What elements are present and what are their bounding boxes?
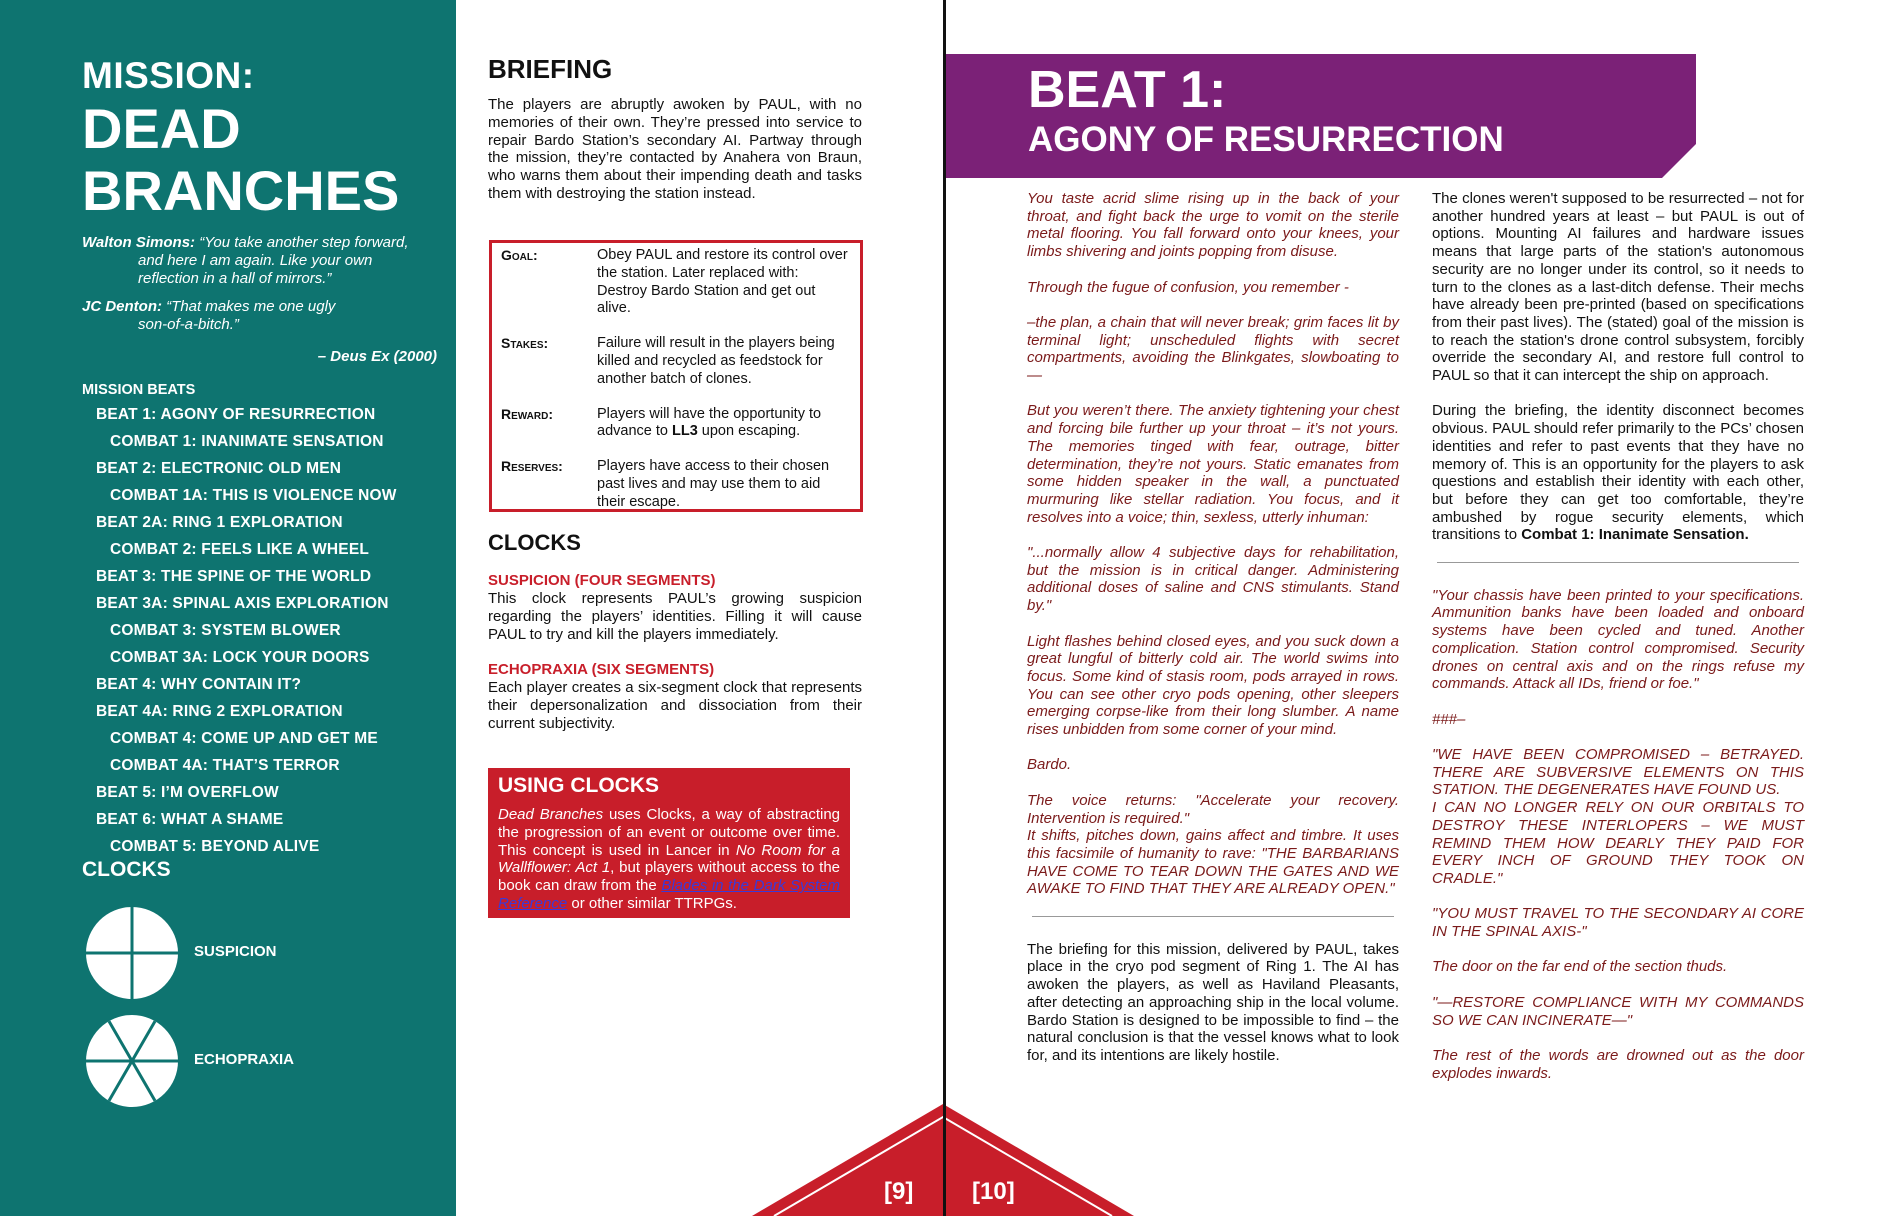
- beat-banner: [946, 54, 1696, 178]
- read-aloud-paragraph: "...normally allow 4 subjective days for rehabilitation, but the mission is in critical danger. Administering additional doses of saline and CNS stimulants. Stand by.": [1027, 544, 1399, 615]
- echopraxia-clock: [84, 1013, 444, 1109]
- goal-label: Goal:: [501, 247, 538, 263]
- quote-text: reflection in a hall of mirrors.”: [138, 270, 332, 287]
- book-title: Dead Branches: [498, 806, 604, 823]
- text-span: , but players without access to the book can draw from the: [498, 859, 841, 895]
- goal-text: Obey PAUL and restore its control over the station. Later replaced with: Destroy Bardo Station and get out alive.: [597, 247, 848, 317]
- reserves-text: Players have access to their chosen past lives and may use them to aid their escape.: [597, 458, 830, 510]
- section-divider: [1032, 916, 1394, 917]
- mission-beat-item: BEAT 3A: SPINAL AXIS EXPLORATION: [96, 595, 389, 612]
- gm-paragraph: The clones weren't supposed to be resurrected – not for another hundred years at least – but PAUL is out of options. Mounting AI failures and hardware issues means that large parts of the station's autonomous security are no longer under its control, so it needs to turn to the clones as a last-ditch defense. Their mechs have already been pre-printed (based on specifications from their past lives). The (stated) goal of the mission is to reach the station's drone control subsystem, forcibly override the secondary AI, and restore full control to PAUL so that it can intercept the ship on approach.: [1432, 190, 1804, 385]
- reward-text: [597, 406, 850, 442]
- reserves-label: Reserves:: [501, 458, 563, 475]
- mission-title: [82, 54, 442, 222]
- stakes-row: [501, 335, 850, 388]
- using-clocks-box: [488, 768, 850, 918]
- quote: [82, 234, 437, 288]
- briefing-heading: BRIEFING: [488, 54, 613, 84]
- quote-attribution: – Deus Ex (2000): [317, 348, 437, 365]
- read-aloud-paragraph: –the plan, a chain that will never break; grim faces lit by terminal light; unscheduled flights with secret compartments, avoiding the Blinkgates, slowboating to—: [1027, 313, 1399, 384]
- briefing-text: The players are abruptly awoken by PAUL, with no memories of their own. They’re pressed into service to repair Bardo Station’s secondary AI. Partway through the mission, they’re contacted by Anahera von Braun, who warns them about their impending death and tasks them with destroying the station instead.: [488, 96, 862, 202]
- suspicion-text: This clock represents PAUL’s growing suspicion regarding the players’ identities. Filling it will cause PAUL to try and kill the players immediately.: [488, 590, 862, 643]
- clock-label: SUSPICION: [194, 943, 277, 960]
- beat-number: BEAT 1:: [1028, 61, 1227, 119]
- read-aloud-paragraph: It shifts, pitches down, gains affect and timbre. It uses this facsimile of humanity to rave: "THE BARBARIANS HAVE COME TO TEAR DOWN THE GATES AND WE AWAKE TO FIND THAT THEY ARE ALREADY OPEN.": [1027, 827, 1399, 898]
- narrative-column-left: [1027, 190, 1399, 1082]
- beat-title: AGONY OF RESURRECTION: [1028, 120, 1504, 159]
- mission-beat-item: BEAT 4A: RING 2 EXPLORATION: [96, 703, 343, 720]
- mission-beat-item: COMBAT 3: SYSTEM BLOWER: [110, 622, 341, 639]
- quote-text: “That makes me one ugly: [166, 298, 336, 315]
- quote-text: son-of-a-bitch.”: [138, 316, 239, 333]
- text-span: uses Clocks, a way of abstracting the progression of an event or outcome over time. This concept is used in Lancer in: [498, 806, 840, 859]
- read-aloud-paragraph: "—RESTORE COMPLIANCE WITH MY COMMANDS SO WE CAN INCINERATE—": [1432, 993, 1804, 1029]
- mission-beat-item: BEAT 2A: RING 1 EXPLORATION: [96, 514, 343, 531]
- suspicion-heading: SUSPICION (FOUR SEGMENTS): [488, 572, 716, 589]
- read-aloud-paragraph: Through the fugue of confusion, you remember -: [1027, 278, 1349, 296]
- mission-beat-item: BEAT 1: AGONY OF RESURRECTION: [96, 406, 376, 423]
- mission-beat-item: COMBAT 2: FEELS LIKE A WHEEL: [110, 541, 370, 558]
- read-aloud-paragraph: But you weren’t there. The anxiety tightening your chest and forcing bile further up your throat – it’s not yours. The memories tinged with fear, outrage, bitter determination, they’re not yours. Static emanates from some hidden speaker in the wall, a punctuated murmuring like stellar radiation. You focus, and it resolves into a voice; thin, sexless, utterly inhuman:: [1027, 402, 1399, 526]
- four-segment-clock-icon: [84, 905, 180, 1001]
- using-clocks-heading: USING CLOCKS: [498, 774, 660, 797]
- section-divider: [1437, 562, 1799, 563]
- mission-summary-box: [489, 240, 863, 512]
- read-aloud-paragraph: I CAN NO LONGER RELY ON OUR ORBITALS TO DESTROY THESE INTERLOPERS – WE MUST REMIND THEM HOW DEARLY THEY PAID FOR EVERY INCH OF GROUND THEY TOOK ON CRADLE.": [1432, 799, 1804, 887]
- gm-paragraph: The briefing for this mission, delivered by PAUL, takes place in the cryo pod segment of Ring 1. The AI has awoken the players, as well as Haviland Pleasants, after detecting an approaching ship in the local volume. Bardo Station is designed to be impossible to find – the natural conclusion is that the vessel knows what to look for, and its intentions are likely hostile.: [1027, 940, 1399, 1064]
- echopraxia-heading: ECHOPRAXIA (SIX SEGMENTS): [488, 661, 715, 678]
- reward-level: LL3: [671, 423, 698, 440]
- sidebar: [0, 0, 456, 1216]
- read-aloud-paragraph: "WE HAVE BEEN COMPROMISED – BETRAYED. THERE ARE SUBVERSIVE ELEMENTS ON THIS STATION. THE DEGENERATES HAVE FOUND US.: [1432, 746, 1804, 799]
- mission-beat-item: COMBAT 1: INANIMATE SENSATION: [110, 433, 384, 450]
- sidebar-clocks-heading: CLOCKS: [82, 858, 171, 881]
- read-aloud-paragraph: The rest of the words are drowned out as the door explodes inwards.: [1432, 1046, 1804, 1082]
- six-segment-clock-icon: [84, 1013, 180, 1109]
- mission-beats-list: [82, 382, 442, 860]
- mission-beat-item: BEAT 5: I’M OVERFLOW: [96, 784, 279, 801]
- mission-beat-item: BEAT 6: WHAT A SHAME: [96, 811, 284, 828]
- gm-paragraph: [1432, 402, 1804, 544]
- narrative-column-right: [1432, 190, 1804, 1100]
- beats-heading: MISSION BEATS: [82, 382, 196, 398]
- clocks-heading: CLOCKS: [488, 530, 581, 555]
- text-span: During the briefing, the identity disconnect becomes obvious. PAUL should refer primarily to the PCs’ chosen identities and refer to past events that they have no memory of. This is an opportunity for the players to ask questions and establish their identity with each other, but before they can get too comfortable, they’re ambushed by rogue security elements, which transitions to: [1432, 402, 1804, 544]
- reward-text-post: upon escaping.: [697, 423, 801, 440]
- read-aloud-paragraph: "Your chassis have been printed to your specifications. Ammunition banks have been loaded and onboard systems have been cycled and tuned. Another complication. Station control compromised. Security drones on central axis and on the rings refuse my commands. Attack all IDs, friend or foe.": [1432, 586, 1804, 693]
- suspicion-clock: [84, 905, 444, 1001]
- stakes-label: Stakes:: [501, 335, 549, 352]
- combat-reference: Combat 1: Inanimate Sensation.: [1521, 526, 1749, 544]
- stakes-text: Failure will result in the players being killed and recycled as feedstock for another batch of clones.: [597, 335, 835, 387]
- read-aloud-paragraph: "YOU MUST TRAVEL TO THE SECONDARY AI CORE IN THE SPINAL AXIS-": [1432, 905, 1804, 941]
- page-number-left: [9]: [884, 1178, 914, 1205]
- mission-label: MISSION:: [82, 55, 255, 96]
- mission-beat-item: COMBAT 4: COME UP AND GET ME: [110, 730, 378, 747]
- using-clocks-text: [498, 806, 840, 913]
- text-span: or other similar TTRPGs.: [567, 894, 737, 912]
- epigraph: [82, 234, 437, 366]
- goal-row: [501, 247, 850, 318]
- clock-label: ECHOPRAXIA: [194, 1051, 295, 1068]
- read-aloud-paragraph: Light flashes behind closed eyes, and you suck down a great lungful of bitterly cold air. The world swims into focus. Some kind of stasis room, pods arrayed in rows. You can see other cryo pods opening, other sleepers emerging corpse-like from their long slumber. A name rises unbidden from some corner of your mind.: [1027, 632, 1399, 739]
- mission-name-line2: BRANCHES: [82, 159, 400, 222]
- mission-beat-item: COMBAT 1A: THIS IS VIOLENCE NOW: [110, 487, 397, 504]
- mission-beat-item: BEAT 2: ELECTRONIC OLD MEN: [96, 460, 342, 477]
- mission-beat-item: COMBAT 4A: THAT’S TERROR: [110, 757, 340, 774]
- quote-text: “You take another step forward,: [199, 234, 409, 251]
- quote-speaker: JC Denton:: [82, 298, 162, 315]
- mission-beat-item: COMBAT 3A: LOCK YOUR DOORS: [110, 649, 370, 666]
- reward-text-pre: Players will have the opportunity to advance to: [597, 405, 822, 440]
- read-aloud-paragraph: The door on the far end of the section thuds.: [1432, 958, 1728, 976]
- echopraxia-text: Each player creates a six-segment clock that represents their depersonalization and dissociation from their current subjectivity.: [488, 679, 862, 732]
- read-aloud-paragraph: You taste acrid slime rising up in the back of your throat, and fight back the urge to vomit on the sterile metal flooring. You fall forward onto your knees, your limbs shivering and joints popping from disuse.: [1027, 190, 1399, 261]
- reserves-row: [501, 458, 850, 511]
- book-spine: [943, 0, 946, 1216]
- mission-name-line1: DEAD: [82, 97, 241, 160]
- page-number-right: [10]: [972, 1178, 1015, 1205]
- read-aloud-paragraph: The voice returns: "Accelerate your recovery. Intervention is required.": [1027, 791, 1399, 827]
- read-aloud-paragraph: ###–: [1432, 710, 1466, 728]
- read-aloud-paragraph: Bardo.: [1027, 756, 1072, 774]
- quote-text: and here I am again. Like your own: [138, 252, 373, 269]
- mission-beat-item: BEAT 4: WHY CONTAIN IT?: [96, 676, 302, 693]
- reward-row: [501, 406, 850, 442]
- quote-speaker: Walton Simons:: [82, 234, 196, 251]
- blades-srd-link[interactable]: Blades in the Dark System Reference: [498, 877, 840, 912]
- mission-beat-item: COMBAT 5: BEYOND ALIVE: [110, 838, 320, 855]
- module-title: No Room for a Wallflower: Act 1: [498, 841, 840, 877]
- reward-label: Reward:: [501, 405, 553, 422]
- mission-beat-item: BEAT 3: THE SPINE OF THE WORLD: [96, 568, 372, 585]
- quote: [82, 298, 437, 334]
